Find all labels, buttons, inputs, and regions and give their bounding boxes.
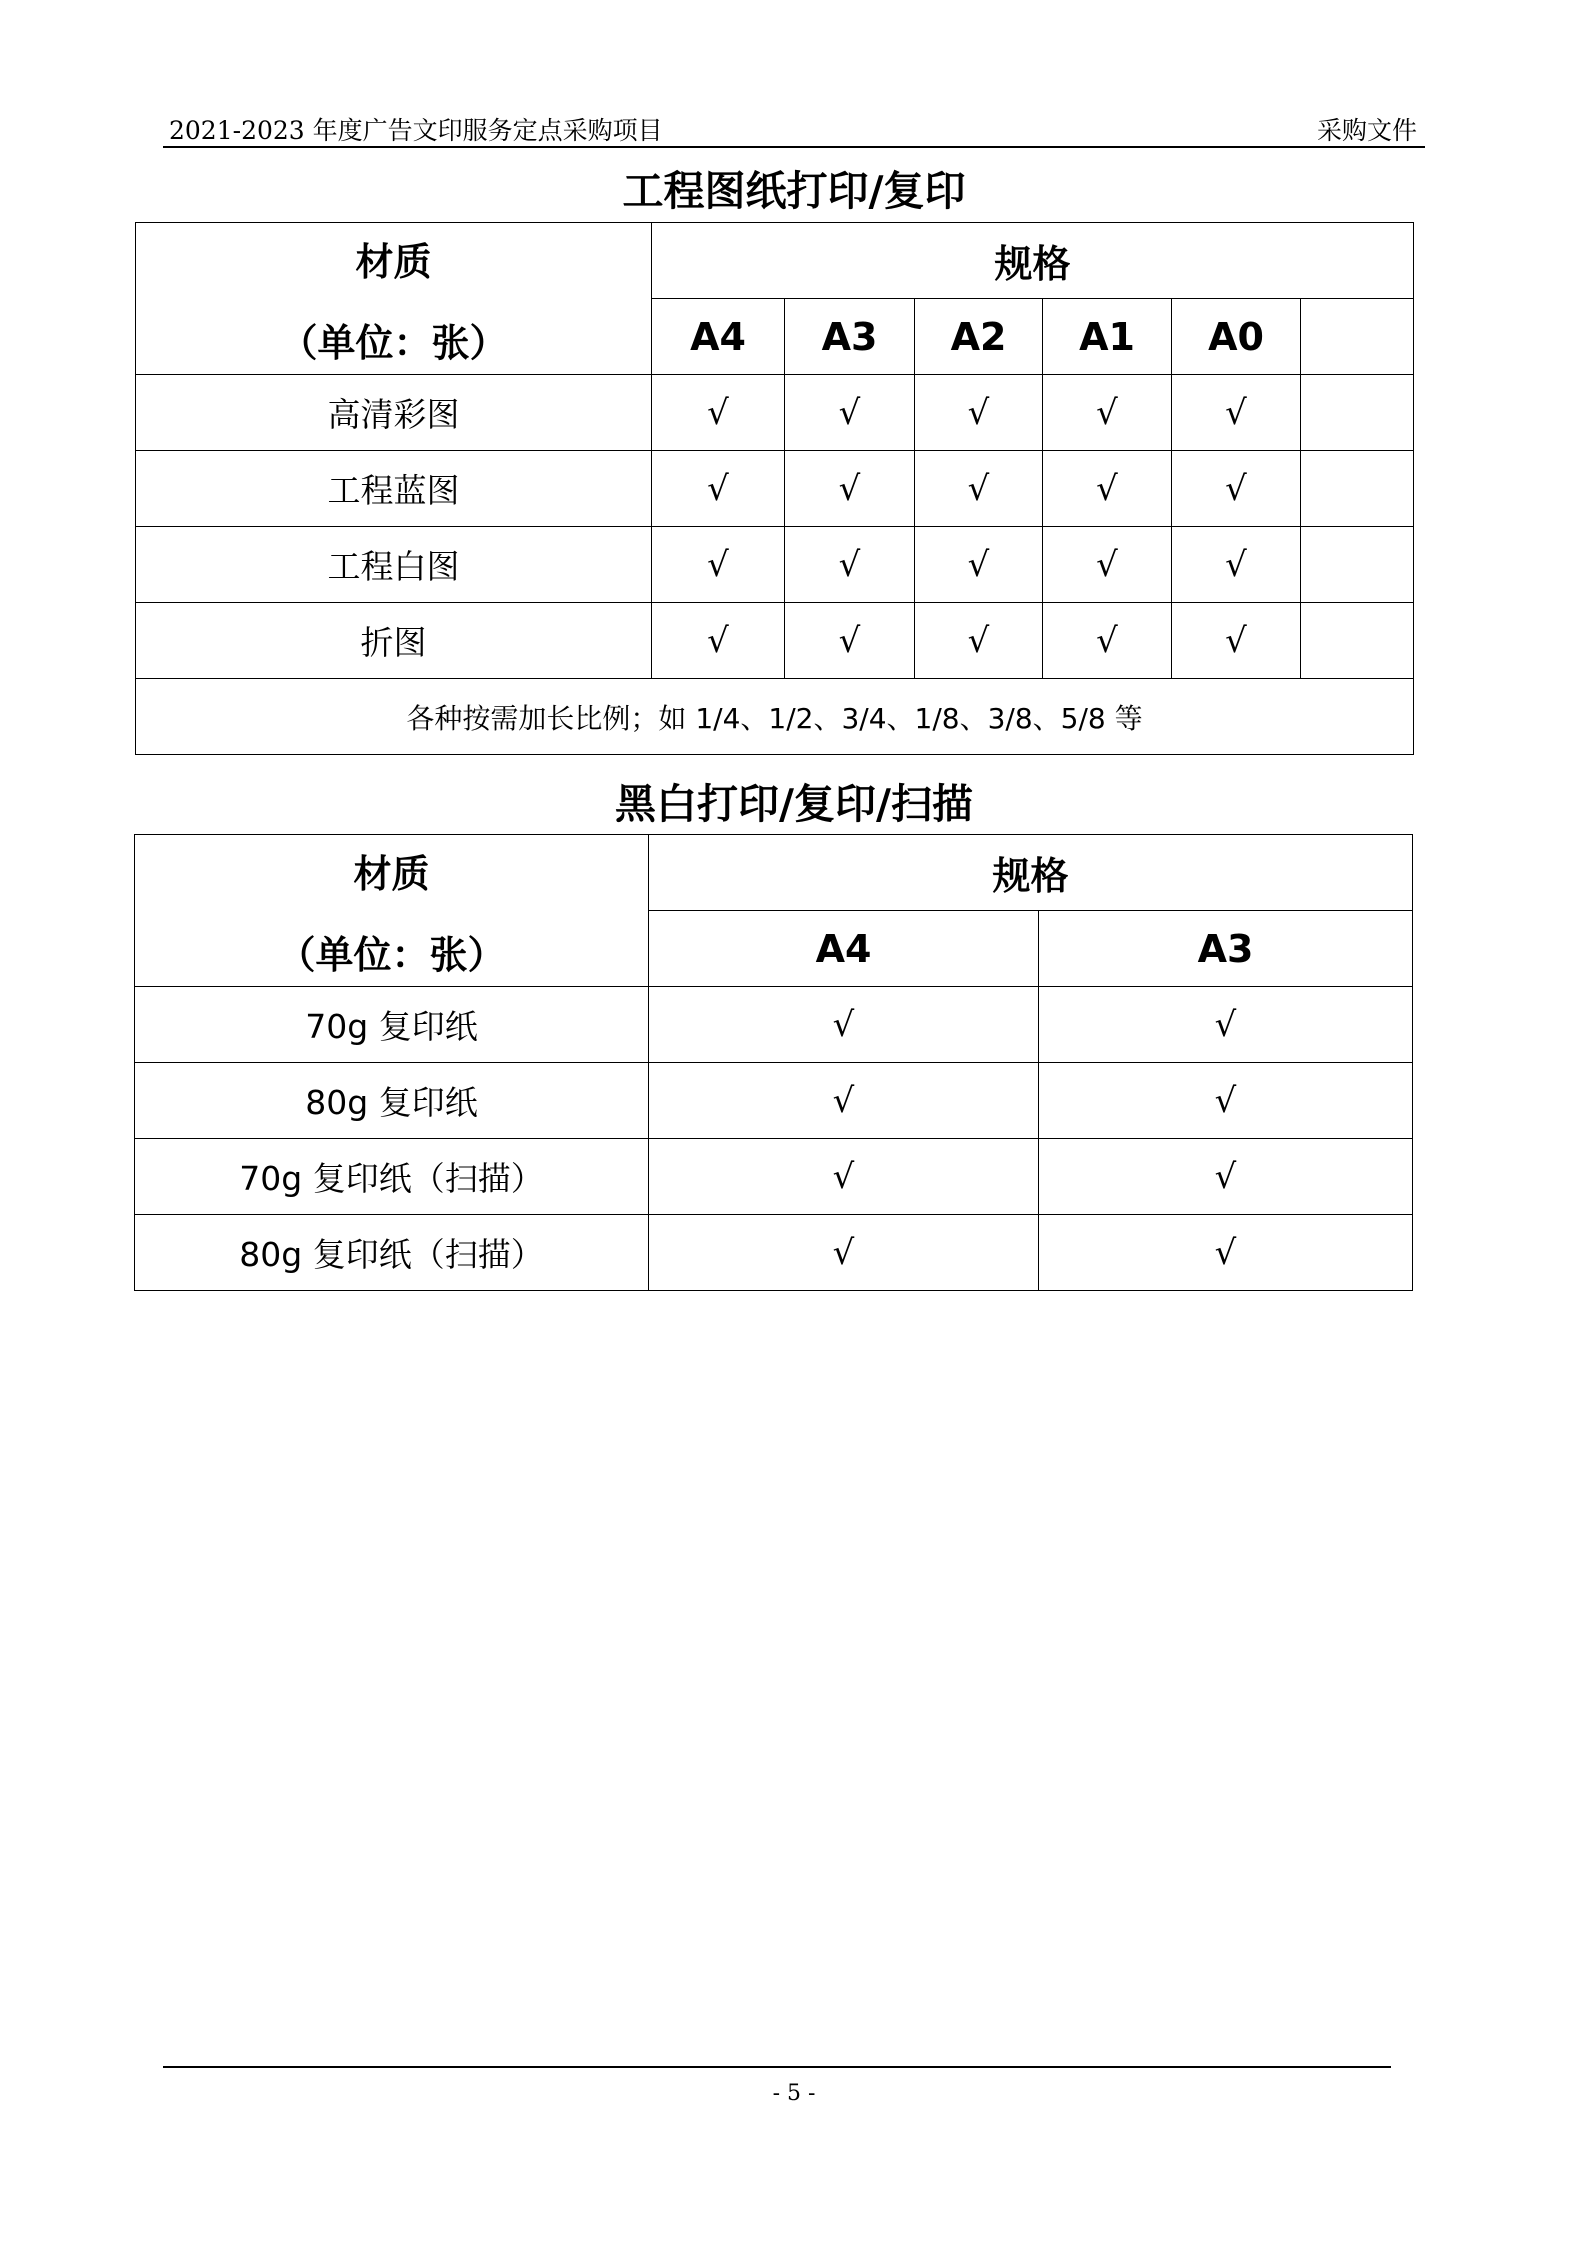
- size-header: A4: [652, 299, 785, 375]
- empty-cell: [1301, 451, 1414, 527]
- check-mark: √: [649, 1063, 1039, 1139]
- size-header: A0: [1172, 299, 1301, 375]
- table-row: [136, 451, 1414, 527]
- check-mark: √: [1043, 603, 1172, 679]
- spec-header: 规格: [649, 835, 1413, 911]
- material-label: 材质: [355, 239, 432, 284]
- size-header: [1301, 299, 1414, 375]
- check-mark: √: [1043, 451, 1172, 527]
- check-mark: √: [649, 1215, 1039, 1291]
- page-header: [163, 108, 1425, 148]
- check-mark: √: [1172, 603, 1301, 679]
- table-row: [135, 1063, 1413, 1139]
- check-mark: √: [1039, 1139, 1413, 1215]
- size-header: A2: [915, 299, 1043, 375]
- check-mark: √: [1172, 451, 1301, 527]
- table-row: [135, 1139, 1413, 1215]
- check-mark: √: [915, 451, 1043, 527]
- bw-print-table: [134, 834, 1413, 1291]
- footer-divider: [163, 2066, 1391, 2068]
- size-header: A3: [785, 299, 915, 375]
- engineering-print-table: [135, 222, 1414, 755]
- check-mark: √: [915, 603, 1043, 679]
- empty-cell: [1301, 603, 1414, 679]
- check-mark: √: [1043, 375, 1172, 451]
- table1-title: 工程图纸打印/复印: [622, 167, 966, 215]
- empty-cell: [1301, 375, 1414, 451]
- material-name: 80g 复印纸: [135, 1063, 649, 1139]
- ratio-note: 各种按需加长比例；如 1/4、1/2、3/4、1/8、3/8、5/8 等: [136, 679, 1414, 755]
- material-name: 高清彩图: [136, 375, 652, 451]
- check-mark: √: [1172, 527, 1301, 603]
- check-mark: √: [1039, 1063, 1413, 1139]
- check-mark: √: [785, 527, 915, 603]
- check-mark: √: [1172, 375, 1301, 451]
- material-name: 70g 复印纸（扫描）: [135, 1139, 649, 1215]
- material-name: 70g 复印纸: [135, 987, 649, 1063]
- material-header: [136, 223, 652, 375]
- header-project-title: 2021-2023 年度广告文印服务定点采购项目: [169, 116, 663, 145]
- check-mark: √: [652, 527, 785, 603]
- check-mark: √: [652, 603, 785, 679]
- unit-label: （单位：张）: [277, 932, 506, 977]
- table-row: [136, 527, 1414, 603]
- check-mark: √: [1039, 1215, 1413, 1291]
- check-mark: √: [1039, 987, 1413, 1063]
- table-row: [135, 987, 1413, 1063]
- check-mark: √: [652, 375, 785, 451]
- material-header: [135, 835, 649, 987]
- empty-cell: [1301, 527, 1414, 603]
- material-name: 工程蓝图: [136, 451, 652, 527]
- check-mark: √: [785, 451, 915, 527]
- unit-label: （单位：张）: [279, 320, 508, 365]
- size-header: A3: [1039, 911, 1413, 987]
- check-mark: √: [649, 1139, 1039, 1215]
- header-doc-type: 采购文件: [1316, 116, 1417, 145]
- check-mark: √: [652, 451, 785, 527]
- size-header: A4: [649, 911, 1039, 987]
- material-label: 材质: [353, 851, 430, 896]
- size-header: A1: [1043, 299, 1172, 375]
- material-name: 折图: [136, 603, 652, 679]
- spec-header: 规格: [652, 223, 1414, 299]
- material-name: 80g 复印纸（扫描）: [135, 1215, 649, 1291]
- table-row: [136, 375, 1414, 451]
- page-number: - 5 -: [772, 2081, 816, 2106]
- check-mark: √: [1043, 527, 1172, 603]
- check-mark: √: [915, 375, 1043, 451]
- material-name: 工程白图: [136, 527, 652, 603]
- check-mark: √: [785, 603, 915, 679]
- table-row: [135, 1215, 1413, 1291]
- table-row: [136, 603, 1414, 679]
- check-mark: √: [785, 375, 915, 451]
- check-mark: √: [649, 987, 1039, 1063]
- table2-title: 黑白打印/复印/扫描: [615, 780, 973, 828]
- check-mark: √: [915, 527, 1043, 603]
